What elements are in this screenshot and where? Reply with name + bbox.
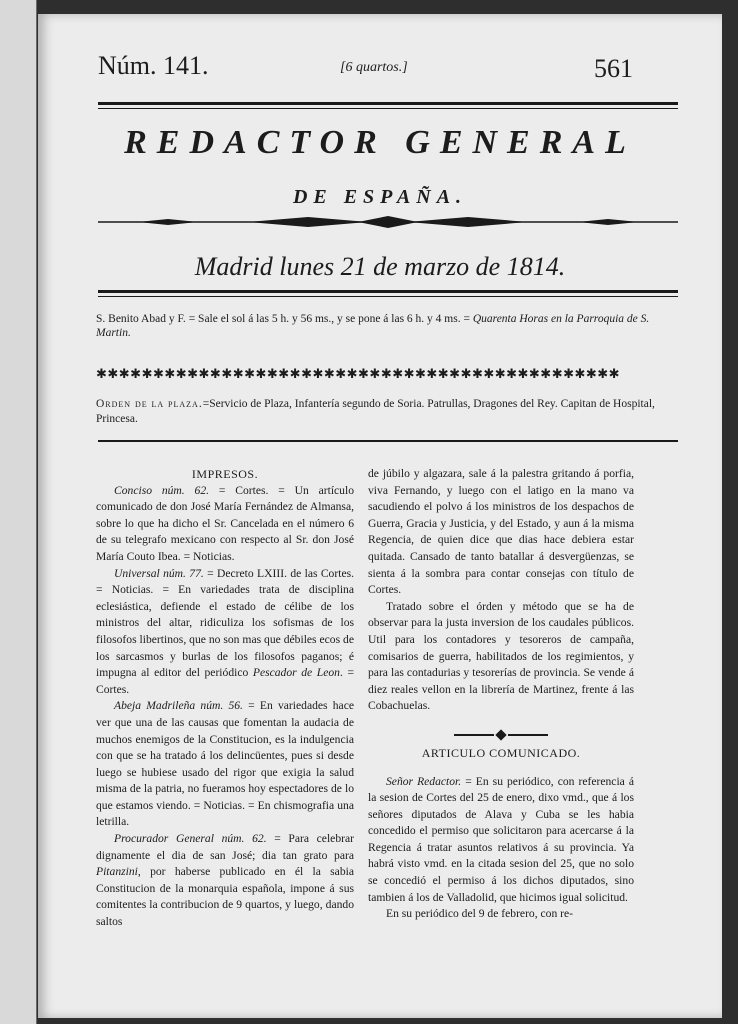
saint-of-day xyxy=(96,312,678,340)
paragraph-title: Procurador General núm. 62. xyxy=(114,832,267,846)
decorative-ornament-rule xyxy=(98,214,678,230)
section-ornament xyxy=(368,731,634,739)
star-divider: ✱✱✱✱✱✱✱✱✱✱✱✱✱✱✱✱✱✱✱✱✱✱✱✱✱✱✱✱✱✱✱✱✱✱✱✱✱✱✱✱✱✱✱✱✱✱ xyxy=(96,366,621,381)
quarenta-horas: Quarenta Horas en la Parroquia de S. Martin. xyxy=(96,313,650,339)
articulo-paragraph: Señor Redactor. = En su periódico, con referencia á la sesion de Cortes del 25 de enero, dixo vmd., que á los señores diputados de Alava y Cuba se les habia concedido el permiso que solicitaron para acercarse á la Regencia á tratar asuntos relativos á su provincia. Ya habrá visto vmd. en la citada sesion del 25, que no solo se concedió el permiso á los dichos diputados, sino tambien á los de Valladolid, que hicimos igual solicitud. xyxy=(368,774,634,904)
section-rule xyxy=(98,440,678,442)
impreso-conciso: Conciso núm. 62. = Cortes. = Un artículo comunicado de don José María Fernández de Almansa, sobre lo que ha dicho el Sr. Cancelada en el número 6 de su telegrafo mexicano con respecto al Sr. don José María Couto Ibea. = Noticias. xyxy=(96,483,355,563)
impresos-heading: IMPRESOS. xyxy=(191,467,259,481)
left-column xyxy=(96,466,354,931)
saint-name: S. Benito Abad y F. xyxy=(96,313,186,325)
price: [6 quartos.] xyxy=(340,60,408,75)
articulo-heading: ARTICULO COMUNICADO. xyxy=(421,745,581,760)
masthead-subtitle: DE ESPAÑA. xyxy=(292,186,468,208)
impreso-abeja: Abeja Madrileña núm. 56. = En variedades hace ver que una de las causas que fomentan la audacia de muchos enemigos de la Constitucion, es la indulgencia con que se ha tratado á los delincüentes, pues si desde luego se hubiese usado del rigor que exigia la salud misma de la patria, no fueramos hoy espectadores de lo que estamos viendo. = Noticias. = En chismografia una letrilla. xyxy=(96,699,354,829)
right-column xyxy=(368,466,634,923)
paragraph-title: Universal núm. 77. xyxy=(114,566,204,580)
orden-label: Orden de la plaza. xyxy=(96,398,203,410)
paragraph-title: Conciso núm. 62. xyxy=(114,483,210,497)
top-rule-thin xyxy=(98,108,678,109)
dateline-rule xyxy=(98,290,678,293)
newspaper-page xyxy=(38,14,722,1018)
masthead-title: REDACTOR GENERAL xyxy=(124,124,636,161)
previous-page-edge xyxy=(0,0,37,1024)
salutation: Señor Redactor. xyxy=(386,774,462,788)
dateline: Madrid lunes 21 de marzo de 1814. xyxy=(194,252,566,281)
issue-number: Núm. 141. xyxy=(98,51,209,80)
top-rule xyxy=(98,102,678,105)
procurador-continued: de júbilo y algazara, sale á la palestra gritando á porfia, viva Fernando, y luego con el latigo en la mano va sacudiendo el polvo á los ministros de los despachos de Guerra, Gracia y Justicia, y del Estado, y aun á la misma Regencia, de quien dice que dias hace debiera estar quitada. Cansado de tanto batallar á desvergüenzas, se sienta á la sombra para contar consejas con título de Cortes. xyxy=(368,467,634,597)
impreso-procurador: Procurador General núm. 62. = Para celebrar dignamente el dia de san José; dia tan grato para Pitanzini, por haberse publicado en él la sabia Constitucion de la monarquia española, impone á sus comitentes la contribucion de 9 quartos, y luego, dando saltos xyxy=(96,832,354,929)
page-number: 561 xyxy=(594,54,633,83)
paragraph-title: Abeja Madrileña núm. 56. xyxy=(114,699,243,713)
orden-text: =Servicio de Plaza, Infantería segundo de Soria. Patrullas, Dragones del Rey. Capitan de Hospital, Princesa. xyxy=(96,398,655,425)
sun-times: = Sale el sol á las 5 h. y 56 ms., y se pone á las 6 h. y 4 ms. = xyxy=(188,313,470,325)
dateline-rule-thin xyxy=(98,296,678,297)
articulo-continued: En su periódico del 9 de febrero, con re- xyxy=(386,907,574,921)
orden-de-la-plaza xyxy=(96,397,678,427)
impreso-universal: Universal núm. 77. = Decreto LXIII. de las Cortes. = Noticias. = En variedades trata de disciplina eclesiástica, defiende el estado de célibe de los ministros del altar, ridiculiza los sofismas de los filosofos libertinos, que no son mas que débiles ecos de los sarcasmos y burlas de los filosofos paganos; é impugna al editor del periódico Pescador de Leon. = Cortes. xyxy=(96,566,355,696)
tratado-paragraph: Tratado sobre el órden y método que se ha de observar para la justa inversion de los caudales públicos. Util para los contadores y tesoreros de campaña, comisarios de guerra, habilitados de los regimientos, y para las contadurias y tesorerías de provincia. Se vende á diez reales vellon en la librería de Martinez, frente á las Cobachuelas. xyxy=(368,599,634,713)
